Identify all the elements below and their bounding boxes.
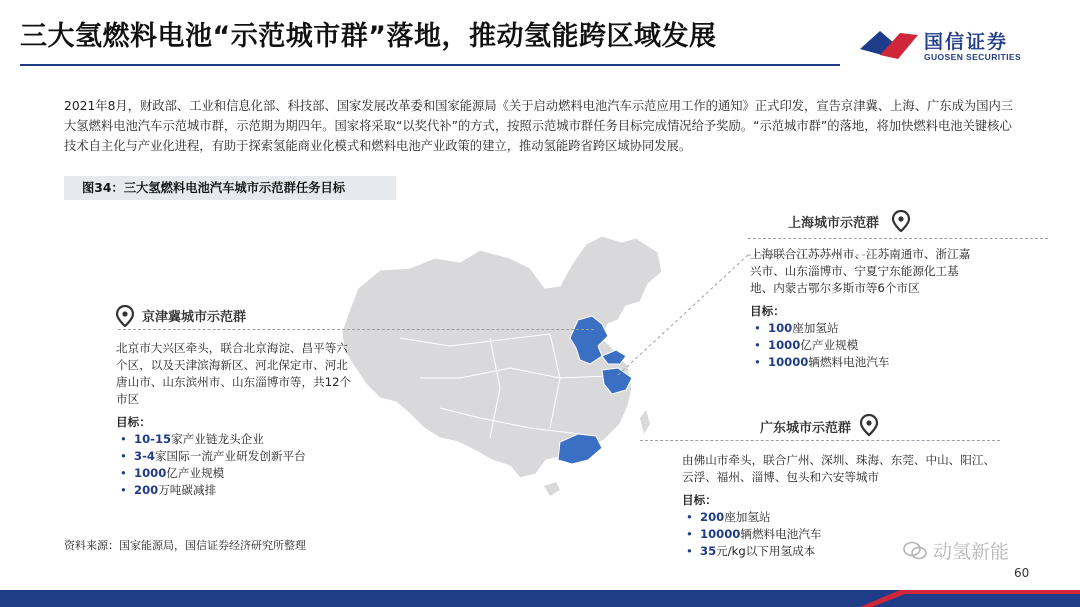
jingjinji-panel: [116, 340, 352, 499]
location-pin-icon: [116, 305, 134, 327]
location-pin-icon: [860, 414, 878, 436]
list-item: • 3-4家国际一流产业研发创新平台: [116, 448, 352, 465]
logo-text: 国信证券: [924, 31, 1009, 53]
hainan-island-shape: [544, 482, 560, 496]
list-item: • 200万吨碳减排: [116, 482, 352, 499]
list-item: • 200座加氢站: [682, 509, 1000, 526]
list-item: • 10-15家产业链龙头企业: [116, 431, 352, 448]
list-item: • 1000亿产业规模: [750, 337, 980, 354]
shanghai-title: 上海城市示范群: [788, 216, 880, 231]
company-logo: [858, 25, 1058, 65]
logo-mark-icon: [858, 25, 920, 65]
shanghai-connector: [748, 238, 1048, 239]
jingjinji-goal-label: 目标：: [116, 415, 151, 429]
jingjinji-goal-list: [116, 431, 352, 499]
list-item: • 10000辆燃料电池汽车: [750, 354, 980, 371]
list-item: • 100座加氢站: [750, 320, 980, 337]
guangdong-desc: 由佛山市牵头，联合广州、深圳、珠海、东莞、中山、阳江、云浮、福州、淄博、包头和六安等城市: [682, 453, 996, 484]
guangdong-connector: [640, 440, 1000, 441]
page-title: 三大氢燃料电池“示范城市群”落地，推动氢能跨区域发展: [20, 21, 717, 52]
page-number: 60: [1014, 566, 1030, 580]
guangdong-title: 广东城市示范群: [760, 421, 852, 436]
list-item: • 1000亿产业规模: [116, 465, 352, 482]
shanghai-desc: 上海联合江苏苏州市、江苏南通市、浙江嘉兴市、山东淄博市、宁夏宁东能源化工基地、内蒙古鄂尔多斯市等6个市区: [750, 247, 971, 295]
list-item: • 10000辆燃料电池汽车: [682, 526, 1000, 543]
list-item: • 35元/kg以下用氢成本: [682, 543, 1000, 560]
jingjinji-title: 京津冀城市示范群: [142, 310, 247, 325]
shanghai-goal-list: [750, 320, 980, 371]
logo-subtext: GUOSEN SECURITIES: [924, 52, 1022, 62]
shanghai-goal-label: 目标：: [750, 304, 785, 318]
intro-paragraph: 2021年8月，财政部、工业和信息化部、科技部、国家发展改革委和国家能源局《关于启动燃料电池汽车示范应用工作的通知》正式印发，宣告京津冀、上海、广东成为国内三大氢燃料电池汽车示范城市群，示范期为期四年。国家将采取“以奖代补”的方式，按照示范城市群任务目标完成情况给予奖励。“示范城市群”的落地，将加快燃料电池关键核心技术自主化与产业化进程，有助于探索氢能商业化模式和燃料电池产业政策的建立，推动氢能跨省跨区域协同发展。: [64, 99, 1014, 153]
watermark: [903, 537, 1009, 564]
footer-band: [0, 586, 1080, 607]
location-pin-icon: [892, 210, 910, 232]
source-note: 资料来源：国家能源局，国信证券经济研究所整理: [64, 539, 306, 552]
figure-title: 图34：三大氢燃料电池汽车城市示范群任务目标: [64, 176, 396, 200]
shanghai-panel: [750, 246, 980, 371]
header-divider: [20, 64, 840, 66]
jingjinji-connector: [118, 329, 594, 330]
jingjinji-desc: 北京市大兴区牵头，联合北京海淀、昌平等六个区，以及天津滨海新区、河北保定市、河北唐山市、山东滨州市、山东淄博市等，共12个市区: [116, 341, 352, 406]
wechat-icon: [903, 541, 927, 561]
guangdong-goal-label: 目标：: [682, 493, 717, 507]
watermark-text: 动氢新能: [933, 541, 1010, 563]
